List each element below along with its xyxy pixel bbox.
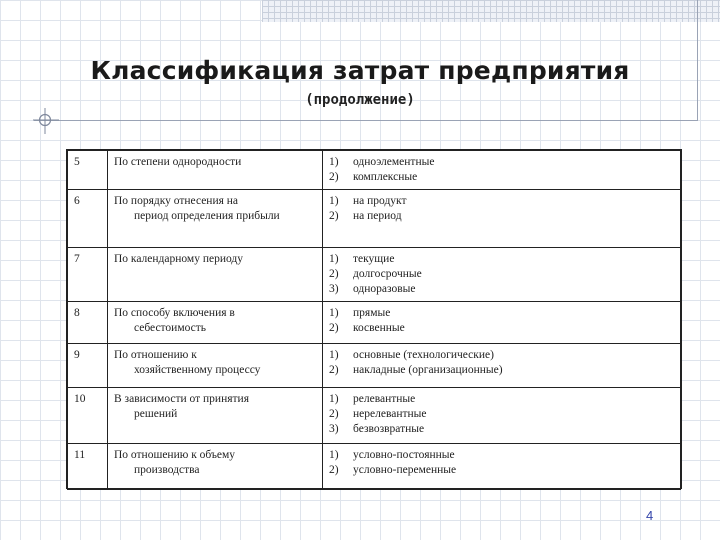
criterion-text: По способу включения в bbox=[114, 307, 235, 319]
criterion-text: В зависимости от принятия bbox=[114, 393, 249, 405]
decorative-horizontal-line bbox=[34, 120, 698, 121]
item-code: 3) bbox=[329, 423, 339, 435]
item-codes-cell bbox=[323, 344, 352, 388]
item-code: 2) bbox=[329, 210, 339, 222]
item-code: 2) bbox=[329, 322, 339, 334]
row-number: 10 bbox=[68, 388, 108, 444]
row-number: 5 bbox=[68, 151, 108, 190]
cost-type: безвозвратные bbox=[353, 423, 425, 435]
criterion-text: По порядку отнесения на bbox=[114, 195, 239, 207]
cost-type: на период bbox=[353, 210, 402, 222]
criterion-cell bbox=[108, 444, 323, 490]
cost-type: долгосрочные bbox=[353, 268, 422, 280]
criterion-text-continued: себестоимость bbox=[134, 322, 207, 334]
item-code: 2) bbox=[329, 464, 339, 476]
item-code: 2) bbox=[329, 171, 339, 183]
table-row bbox=[68, 151, 681, 190]
row-number: 11 bbox=[68, 444, 108, 490]
table-row bbox=[68, 302, 681, 344]
cost-type: на продукт bbox=[353, 195, 407, 207]
table-row bbox=[68, 444, 681, 490]
page-number: 4 bbox=[646, 508, 654, 523]
decorative-grid-band bbox=[262, 0, 720, 22]
criterion-text-continued: решений bbox=[134, 408, 178, 420]
page-title: Классификация затрат предприятия bbox=[90, 56, 630, 85]
item-code: 1) bbox=[329, 156, 339, 168]
item-code: 1) bbox=[329, 253, 339, 265]
item-codes-cell bbox=[323, 388, 352, 444]
page-subtitle: (продолжение) bbox=[305, 92, 415, 108]
cost-type: одноразовые bbox=[353, 283, 416, 295]
item-code: 2) bbox=[329, 364, 339, 376]
item-codes-cell bbox=[323, 444, 352, 490]
item-code: 1) bbox=[329, 195, 339, 207]
table-row bbox=[68, 248, 681, 302]
table-row bbox=[68, 388, 681, 444]
cost-types-cell bbox=[351, 248, 681, 302]
cost-type: одноэлементные bbox=[353, 156, 435, 168]
cost-type: прямые bbox=[353, 307, 391, 319]
criterion-text: По отношению к bbox=[114, 349, 197, 361]
cost-type: нерелевантные bbox=[353, 408, 427, 420]
cost-type: условно-постоянные bbox=[353, 449, 455, 461]
item-code: 1) bbox=[329, 393, 339, 405]
crosshair-circle-icon bbox=[30, 106, 60, 136]
cost-types-cell bbox=[351, 344, 681, 388]
criterion-text: По отношению к объему bbox=[114, 449, 236, 461]
item-code: 1) bbox=[329, 307, 339, 319]
cost-type: накладные (организационные) bbox=[353, 364, 503, 376]
criterion-cell bbox=[108, 344, 323, 388]
criterion-cell bbox=[108, 302, 323, 344]
cost-type: комплексные bbox=[353, 171, 418, 183]
criterion-text: По степени однородности bbox=[114, 156, 242, 168]
item-codes-cell bbox=[323, 302, 352, 344]
criterion-cell bbox=[108, 248, 323, 302]
item-codes-cell bbox=[323, 151, 352, 190]
row-number: 8 bbox=[68, 302, 108, 344]
classification-table bbox=[66, 149, 682, 489]
item-code: 2) bbox=[329, 268, 339, 280]
criterion-cell bbox=[108, 388, 323, 444]
cost-type: условно-переменные bbox=[353, 464, 457, 476]
item-codes-cell bbox=[323, 248, 352, 302]
criterion-text-continued: период определения прибыли bbox=[134, 210, 280, 222]
cost-types-cell bbox=[351, 444, 681, 490]
cost-type: основные (технологические) bbox=[353, 349, 494, 361]
criterion-cell bbox=[108, 151, 323, 190]
cost-type: текущие bbox=[353, 253, 395, 265]
item-code: 1) bbox=[329, 449, 339, 461]
row-number: 7 bbox=[68, 248, 108, 302]
criterion-text-continued: производства bbox=[134, 464, 200, 476]
table-row bbox=[68, 190, 681, 248]
item-codes-cell bbox=[323, 190, 352, 248]
table-body bbox=[68, 151, 681, 490]
criterion-cell bbox=[108, 190, 323, 248]
item-code: 1) bbox=[329, 349, 339, 361]
item-code: 2) bbox=[329, 408, 339, 420]
cost-types-cell bbox=[351, 388, 681, 444]
cost-types-cell bbox=[351, 302, 681, 344]
cost-type: косвенные bbox=[353, 322, 405, 334]
cost-types-cell bbox=[351, 190, 681, 248]
criterion-text-continued: хозяйственному процессу bbox=[134, 364, 261, 376]
item-code: 3) bbox=[329, 283, 339, 295]
cost-types-cell bbox=[351, 151, 681, 190]
row-number: 6 bbox=[68, 190, 108, 248]
cost-type: релевантные bbox=[353, 393, 416, 405]
table-row bbox=[68, 344, 681, 388]
row-number: 9 bbox=[68, 344, 108, 388]
criterion-text: По календарному периоду bbox=[114, 253, 244, 265]
